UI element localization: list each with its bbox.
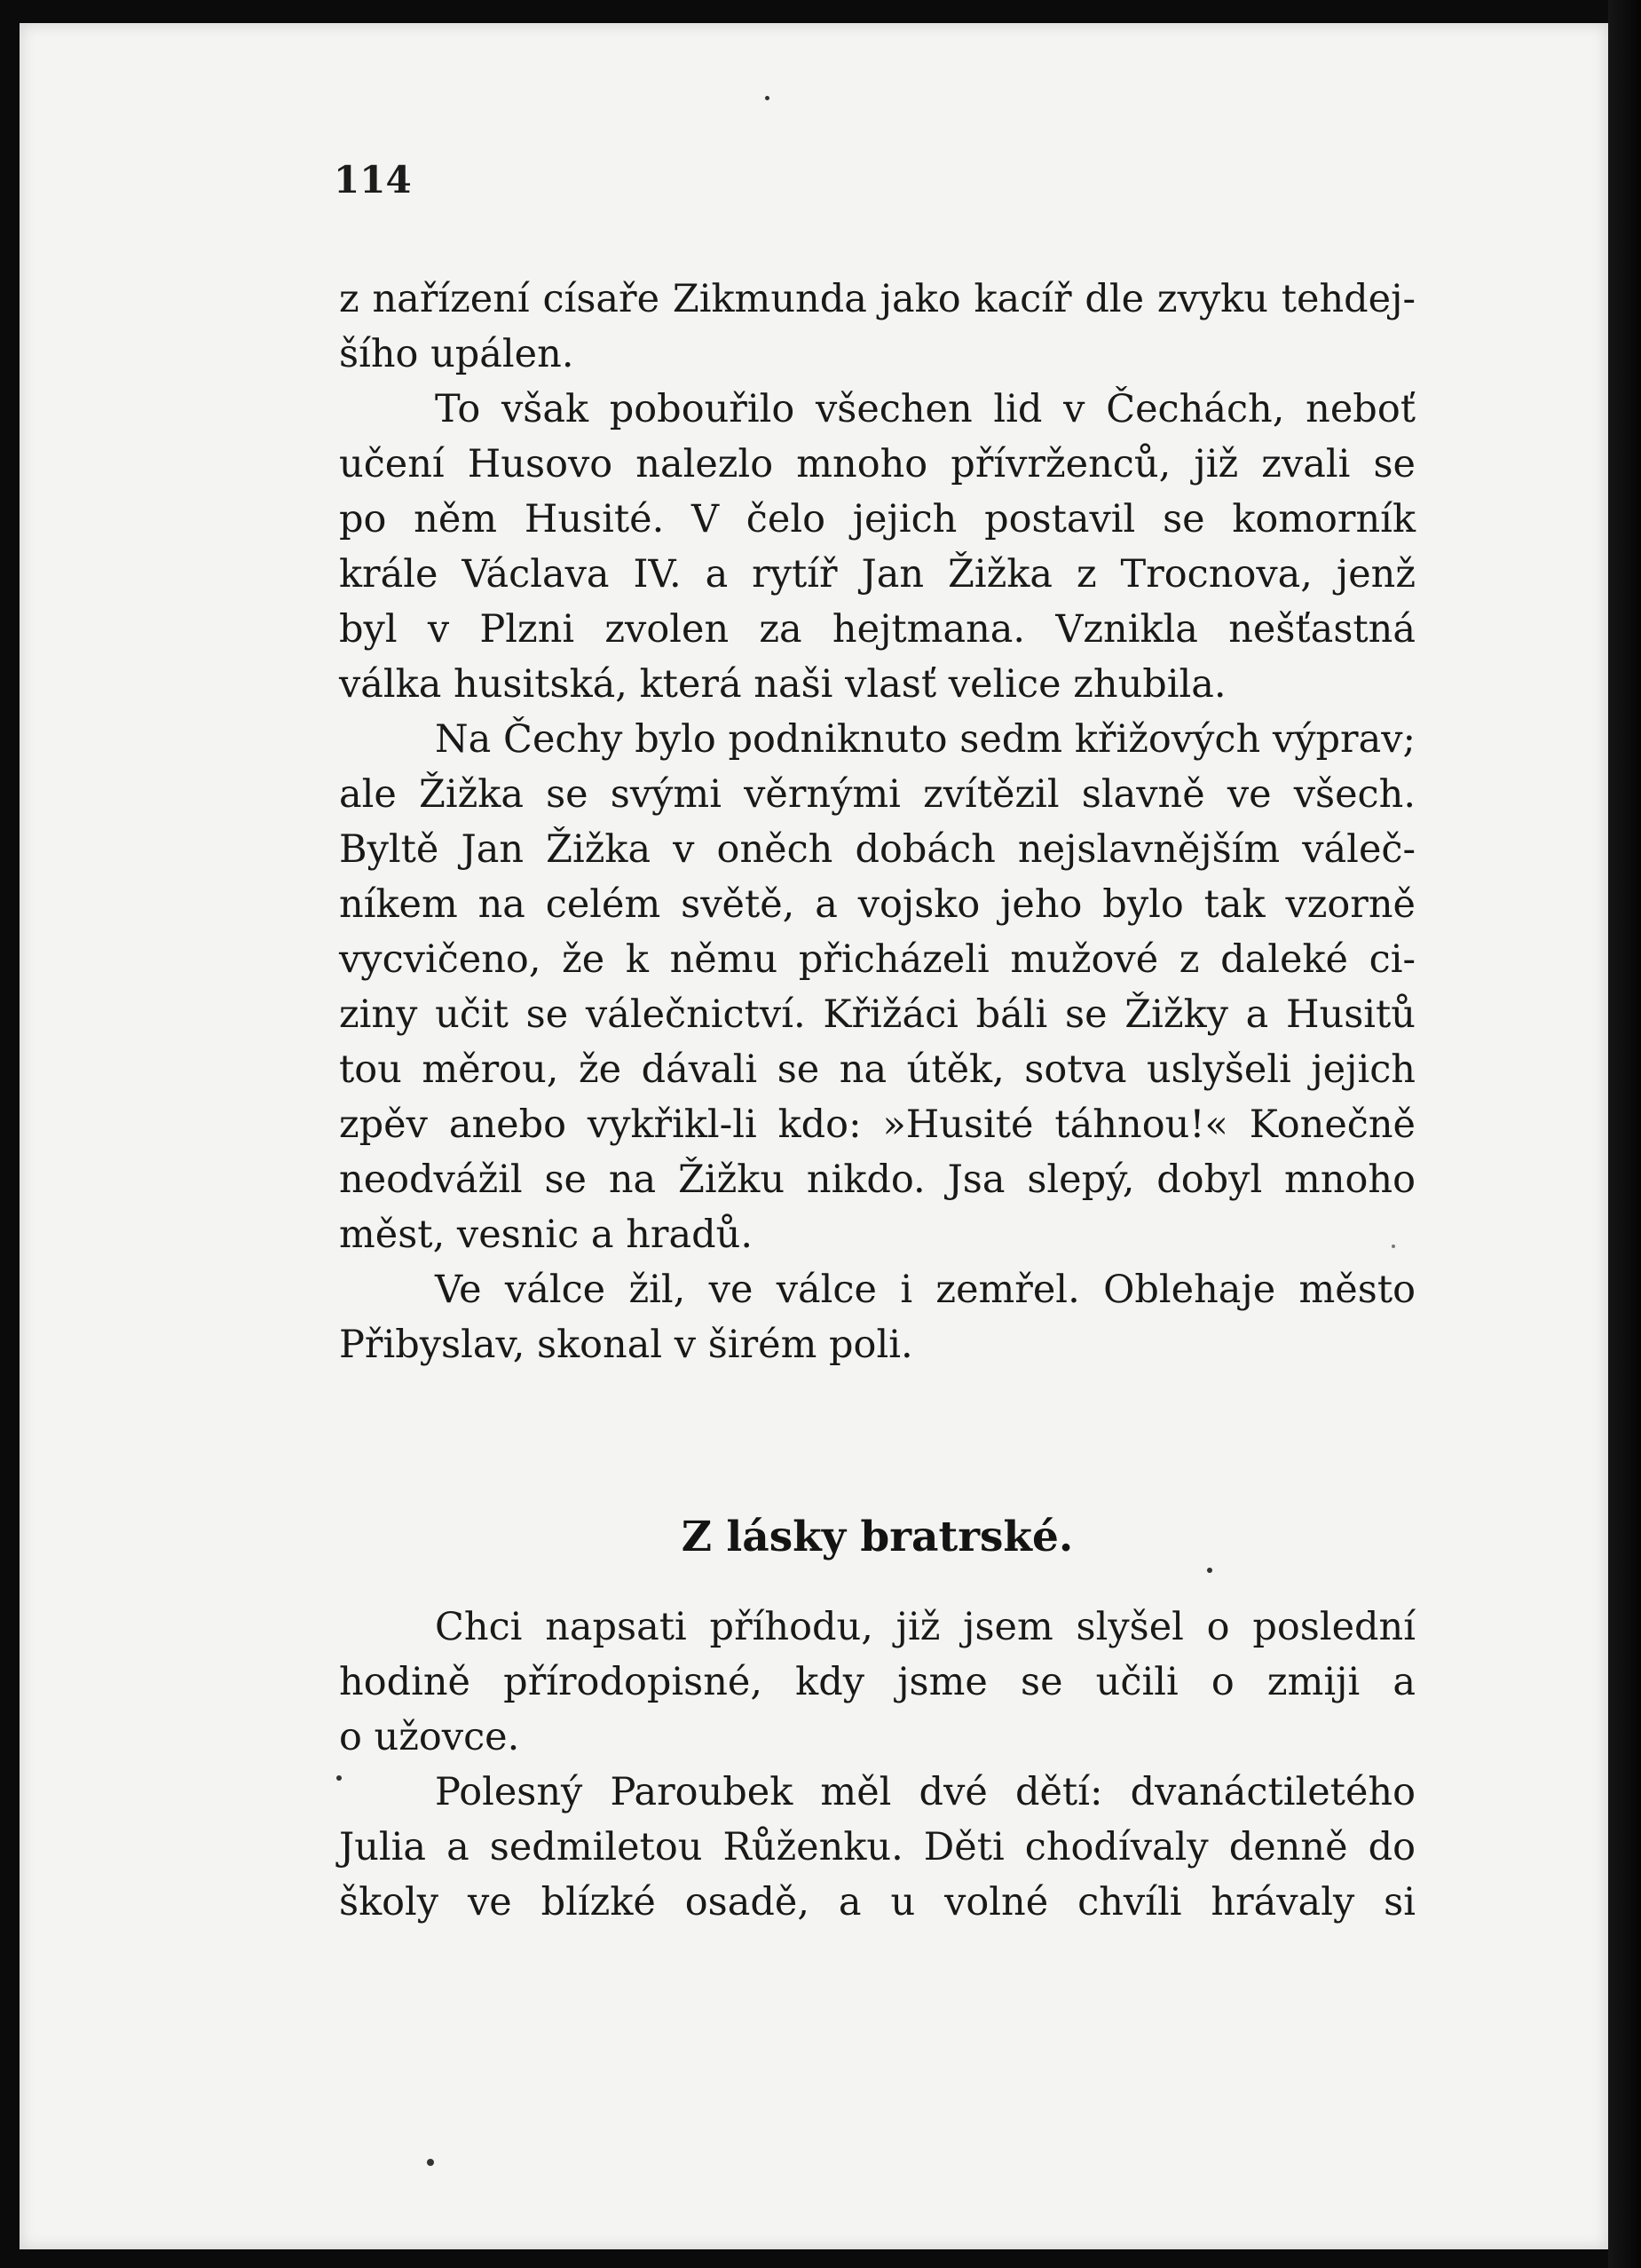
text-line: školy ve blízké osadě, a u volné chvíli hrávaly si — [339, 1880, 1416, 1924]
text-line: hodině přírodopisné, kdy jsme se učili o zmiji a — [339, 1660, 1416, 1704]
text-line: krále Václava IV. a rytíř Jan Žižka z Trocnova, jenž — [339, 552, 1416, 597]
text-line: Ve válce žil, ve válce i zemřel. Oblehaje město — [435, 1268, 1416, 1312]
text-line: měst, vesnic a hradů. — [339, 1213, 753, 1257]
text-line: po něm Husité. V čelo jejich postavil se komorník — [339, 497, 1416, 541]
text-line: učení Husovo nalezlo mnoho přívrženců, již zvali se — [339, 442, 1416, 486]
scan-speck — [1392, 1245, 1395, 1248]
text-line: zpěv anebo vykřikl-li kdo: »Husité táhnou!« Konečně — [339, 1102, 1416, 1147]
scan-speck — [336, 1775, 342, 1781]
text-line: z nařízení císaře Zikmunda jako kacíř dle zvyku tehdej- — [339, 277, 1416, 321]
page-number: 114 — [334, 158, 412, 202]
text-line: byl v Plzni zvolen za hejtmana. Vznikla nešťastná — [339, 607, 1416, 652]
text-line: Přibyslav, skonal v širém poli. — [339, 1323, 913, 1367]
text-line: tou měrou, že dávali se na útěk, sotva uslyšeli jejich — [339, 1047, 1416, 1092]
text-line: Byltě Jan Žižka v oněch dobách nejslavnějším váleč- — [339, 827, 1416, 872]
section-heading: Z lásky bratrské. — [681, 1513, 1074, 1561]
text-line: Na Čechy bylo podniknuto sedm křižových výprav; — [435, 717, 1416, 762]
text-line: vycvičeno, že k němu přicházeli mužové z daleké ci- — [339, 937, 1416, 982]
scan-speck — [765, 96, 769, 100]
text-line: Chci napsati příhodu, již jsem slyšel o poslední — [435, 1605, 1416, 1649]
text-line: ale Žižka se svými věrnými zvítězil slavně ve všech. — [339, 772, 1416, 817]
text-line: ziny učit se válečnictví. Křižáci báli se Žižky a Husitů — [339, 992, 1416, 1037]
text-line: To však pobouřilo všechen lid v Čechách, neboť — [435, 387, 1416, 431]
text-line: šího upálen. — [339, 332, 574, 376]
scan-speck — [427, 2159, 434, 2166]
text-line: válka husitská, která naši vlasť velice zhubila. — [339, 662, 1227, 707]
text-line: níkem na celém světě, a vojsko jeho bylo tak vzorně — [339, 882, 1416, 927]
text-line: o užovce. — [339, 1715, 520, 1759]
text-line: Julia a sedmiletou Růženku. Děti chodívaly denně do — [339, 1825, 1416, 1869]
text-line: neodvážil se na Žižku nikdo. Jsa slepý, dobyl mnoho — [339, 1158, 1416, 1202]
scan-speck — [1207, 1568, 1212, 1573]
text-line: Polesný Paroubek měl dvé dětí: dvanáctiletého — [435, 1770, 1416, 1814]
page-edge-shadow — [1608, 0, 1641, 2268]
